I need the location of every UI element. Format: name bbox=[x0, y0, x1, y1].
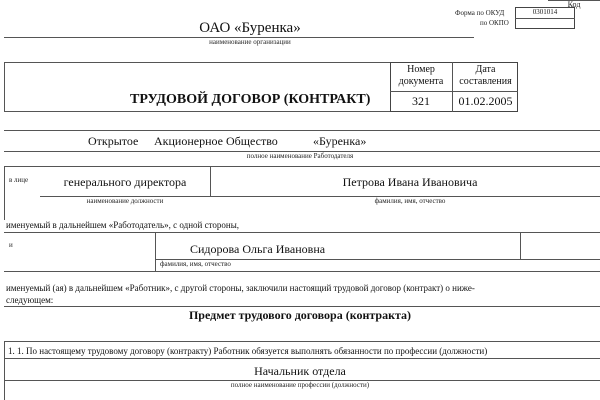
doc-number: 321 bbox=[412, 94, 430, 108]
okud-label: Форма по ОКУД bbox=[455, 9, 505, 17]
clause-employer: именуемый в дальнейшем «Работодатель», с одной стороны, bbox=[6, 220, 240, 230]
representative-name: Петрова Ивана Ивановича bbox=[342, 175, 478, 189]
okpo-label: по ОКПО bbox=[480, 19, 509, 27]
profession-value: Начальник отдела bbox=[254, 364, 346, 378]
section-title: Предмет трудового договора (контракта) bbox=[188, 308, 412, 322]
clause-1-1: 1. 1. По настоящему трудовому договору (контракту) Работник обязуется выполнять обязанности по профессии (должности) bbox=[8, 346, 488, 356]
employer-word-3: «Буренка» bbox=[313, 134, 367, 148]
doc-date: 01.02.2005 bbox=[458, 94, 513, 108]
representative-prefix: в лице bbox=[9, 176, 29, 184]
doc-title: ТРУДОВОЙ ДОГОВОР (КОНТРАКТ) bbox=[130, 92, 371, 107]
clause-employee-line-1: именуемый (ая) в дальнейшем «Работник», с другой стороны, заключили настоящий трудовой договор (контракт) о ниже- bbox=[6, 283, 475, 293]
name-caption: фамилия, имя, отчество bbox=[374, 197, 446, 205]
employee-prefix: и bbox=[9, 241, 13, 249]
position-caption: наименование должности bbox=[86, 197, 164, 205]
employer-caption: полное наименование Работодателя bbox=[246, 152, 354, 160]
employee-name: Сидорова Ольга Ивановна bbox=[190, 242, 326, 256]
employer-word-2: Акционерное Общество bbox=[154, 134, 278, 148]
okud-value: 0301014 bbox=[532, 8, 558, 16]
doc-date-header: Дата составления bbox=[459, 64, 512, 87]
employee-caption: фамилия, имя, отчество bbox=[160, 260, 231, 268]
doc-number-header: Номер документа bbox=[398, 64, 444, 87]
org-caption: наименование организации bbox=[209, 38, 291, 46]
profession-caption: полное наименование профессии (должности) bbox=[230, 381, 370, 389]
org-name: ОАО «Буренка» bbox=[199, 20, 301, 36]
representative-position: генерального директора bbox=[63, 175, 187, 189]
clause-employee-line-2: следующем: bbox=[6, 295, 54, 305]
employer-word-1: Открытое bbox=[88, 134, 139, 148]
code-header: Код bbox=[567, 0, 581, 9]
